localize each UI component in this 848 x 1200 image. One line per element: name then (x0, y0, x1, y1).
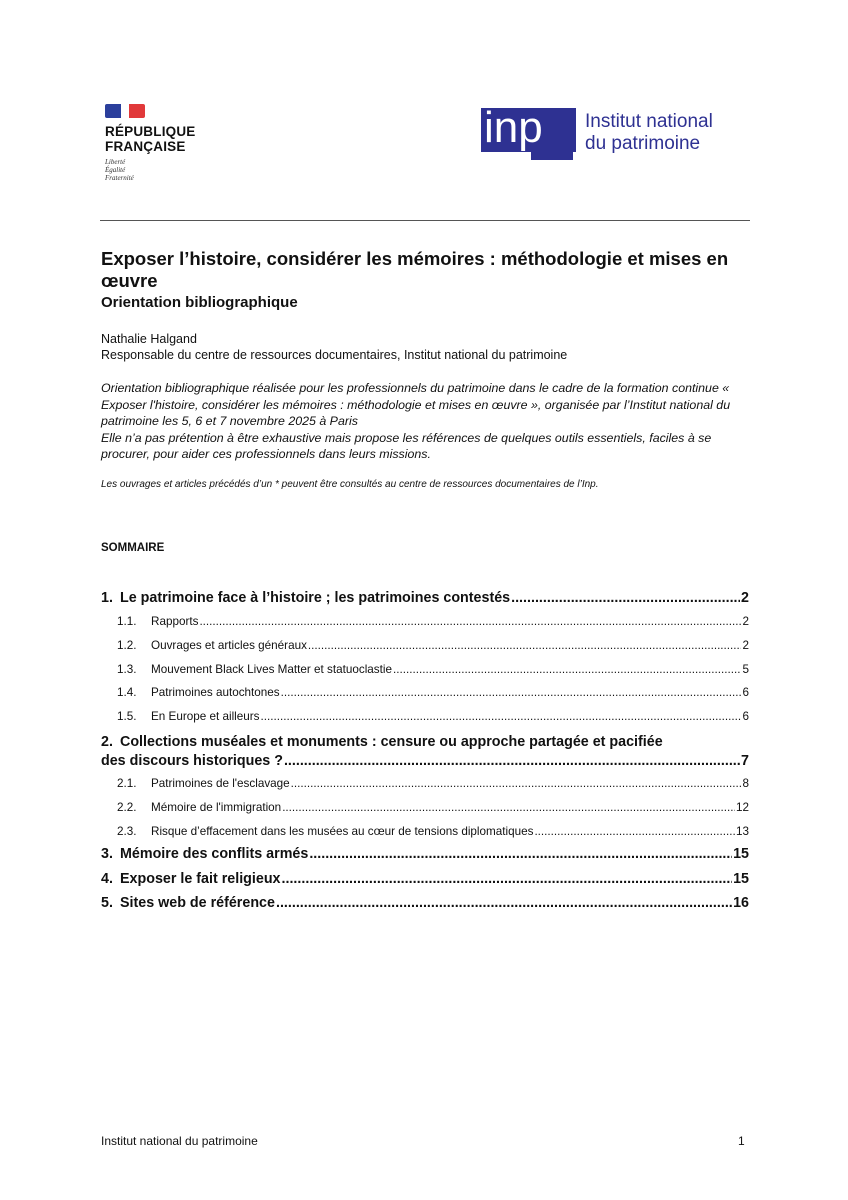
footer-page-number: 1 (738, 1134, 745, 1148)
intro-text (101, 380, 753, 463)
toc-leader-dots (284, 752, 740, 770)
toc-entry[interactable]: 5. Sites web de référence ..... 16 (101, 894, 749, 912)
toc-entry[interactable]: 2.3. Risque d’effacement dans les musées au cœur de tensions diplomatiques ..... 13 (117, 824, 749, 839)
toc-leader-dots (281, 685, 742, 700)
toc-entry-label[interactable]: Risque d’effacement dans les musées au cœur de tensions diplomatiques (151, 825, 534, 838)
toc-entry-label[interactable]: Exposer le fait religieux (120, 871, 281, 887)
toc-entry[interactable]: 4. Exposer le fait religieux ..... 15 (101, 870, 749, 888)
toc-entry-label[interactable]: Le patrimoine face à l’histoire ; les patrimoines contestés (120, 590, 511, 606)
toc-leader-dots (309, 845, 732, 863)
toc-entry[interactable]: 2.1. Patrimoines de l'esclavage ..... 8 (117, 776, 749, 791)
toc-leader-dots (261, 709, 742, 724)
toc-entry[interactable]: 1.1. Rapports ..... 2 (117, 614, 749, 629)
toc-heading: SOMMAIRE (101, 542, 165, 554)
toc-leader-dots (199, 614, 741, 629)
toc-entry[interactable]: 2.2. Mémoire de l'immigration ..... 12 (117, 800, 749, 815)
toc-entry[interactable]: 1.4. Patrimoines autochtones ..... 6 (117, 685, 749, 700)
toc-leader-dots (511, 589, 740, 607)
header-divider (100, 220, 750, 221)
toc-page-number: 16 (733, 895, 749, 911)
inp-logo-name: Institut national du patrimoine (585, 111, 713, 154)
availability-note: Les ouvrages et articles précédés d’un * peuvent être consultés au centre de ressources documentaires de l’Inp. (101, 479, 599, 490)
toc-page-number: 2 (741, 590, 749, 606)
toc-page-number: 8 (742, 777, 749, 790)
rf-logo-motto: Liberté Égalité Fraternité (105, 158, 134, 182)
toc-page-number: 12 (735, 801, 749, 814)
toc-entry-label[interactable]: Patrimoines de l'esclavage (151, 777, 290, 790)
author-role: Responsable du centre de ressources documentaires, Institut national du patrimoine (101, 348, 568, 362)
inp-logo-letters: inp (484, 103, 543, 152)
toc-entry[interactable]: 2. Collections muséales et monuments : censure ou approche partagée et pacifiée (101, 734, 663, 750)
toc-page-number: 6 (742, 686, 749, 699)
toc-page-number: 7 (741, 753, 749, 769)
toc-entry-label[interactable]: En Europe et ailleurs (151, 710, 260, 723)
toc-entry-label[interactable]: Sites web de référence (120, 895, 275, 911)
intro-paragraph: Elle n’a pas prétention à être exhaustive mais propose les références de quelques outils essentiels, faciles à se procurer, pour aider ces professionnels dans leurs missions. (101, 430, 712, 461)
toc-page-number: 6 (742, 710, 749, 723)
toc-entry-label[interactable]: des discours historiques ? (101, 753, 283, 769)
author-name: Nathalie Halgand (101, 332, 197, 346)
toc-entry[interactable]: 1. Le patrimoine face à l’histoire ; les patrimoines contestés ..... 2 (101, 589, 749, 607)
toc-leader-dots (291, 776, 742, 791)
toc-entry-continuation[interactable] (101, 752, 749, 770)
rf-logo-name: RÉPUBLIQUE FRANÇAISE (105, 124, 196, 154)
toc-entry-label[interactable]: Mémoire de l'immigration (151, 801, 282, 814)
toc-entry-label[interactable]: Rapports (151, 615, 199, 628)
toc-entry[interactable]: 3. Mémoire des conflits armés ..... 15 (101, 845, 749, 863)
toc-leader-dots (276, 894, 732, 912)
toc-leader-dots (534, 824, 735, 839)
inp-logo (481, 103, 751, 162)
toc-leader-dots (282, 800, 735, 815)
republique-francaise-logo (105, 104, 215, 182)
toc-page-number: 13 (735, 825, 749, 838)
toc-page-number: 5 (742, 663, 749, 676)
document-title: Exposer l’histoire, considérer les mémoires : méthodologie et mises en œuvre (101, 248, 729, 291)
toc-entry-label[interactable]: Mouvement Black Lives Matter et statuoclastie (151, 663, 392, 676)
toc-entry-label[interactable]: Mémoire des conflits armés (120, 846, 309, 862)
toc-leader-dots (282, 870, 733, 888)
document-subtitle: Orientation bibliographique (101, 294, 298, 311)
toc-entry-label[interactable]: Ouvrages et articles généraux (151, 639, 307, 652)
french-flag-icon (105, 104, 145, 118)
toc-page-number: 15 (733, 871, 749, 887)
toc-entry[interactable]: 1.5. En Europe et ailleurs ..... 6 (117, 709, 749, 724)
toc-leader-dots (393, 662, 741, 677)
intro-paragraph: Orientation bibliographique réalisée pour les professionnels du patrimoine dans le cadre de la formation continue « Exposer l'histoire, considérer les mémoires : méthodologie et mises en œuvre », organisée par l’Institut national du patrimoine les 5, 6 et 7 novembre 2025 à Paris (101, 381, 731, 428)
toc-leader-dots (308, 638, 742, 653)
toc-entry[interactable]: 1.3. Mouvement Black Lives Matter et statuoclastie ..... 5 (117, 662, 749, 677)
toc-page-number: 15 (733, 846, 749, 862)
toc-entry-label[interactable]: Patrimoines autochtones (151, 686, 280, 699)
toc-page-number: 2 (742, 615, 749, 628)
toc-page-number: 2 (742, 639, 749, 652)
toc-entry-label[interactable]: Collections muséales et monuments : censure ou approche partagée et pacifiée (120, 734, 663, 750)
toc-entry[interactable]: 1.2. Ouvrages et articles généraux ..... 2 (117, 638, 749, 653)
footer-institution: Institut national du patrimoine (101, 1134, 258, 1148)
